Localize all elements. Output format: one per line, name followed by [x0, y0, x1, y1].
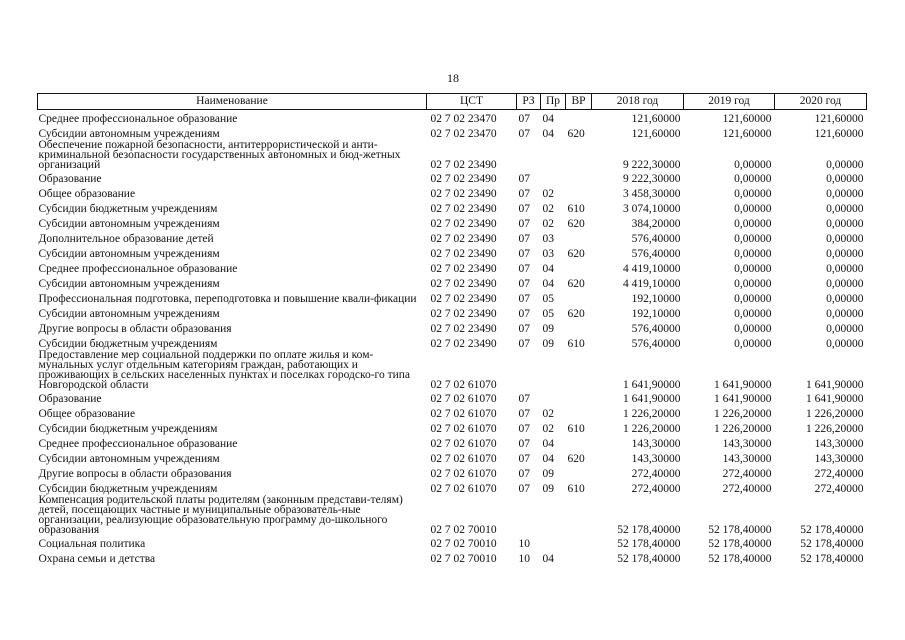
row-name: Другие вопросы в области образования: [38, 322, 232, 335]
table-row: [38, 290, 867, 305]
row-amount-2019: 0,00000: [734, 202, 772, 215]
row-amount-2018: 143,30000: [631, 452, 681, 465]
row-vr: [566, 170, 592, 185]
row-amount-2020: 121,60000: [814, 127, 864, 140]
row-amount-2019: 0,00000: [734, 158, 772, 171]
row-name: Охрана семьи и детства: [38, 552, 156, 565]
table-row: [38, 125, 867, 140]
row-rz: 07: [518, 307, 530, 320]
row-name: Предоставление мер социальной поддержки по оплате жилья и ком-мунальных услуг отдельным категориям граждан, работающих и проживающих в сельских населенных пунктах и поселках городско-го типа Новгородской области: [38, 348, 411, 391]
row-vr: 620: [567, 217, 585, 230]
row-amount-2018: 1 226,20000: [623, 407, 681, 420]
row-pr: 03: [542, 232, 554, 245]
header-2018: 2018 год: [592, 94, 684, 110]
row-name: Субсидии автономным учреждениям: [38, 127, 220, 140]
row-amount-2019: 0,00000: [734, 322, 772, 335]
row-rz: [517, 350, 541, 390]
row-name: Субсидии бюджетным учреждениям: [38, 422, 218, 435]
row-amount-2018: 52 178,40000: [617, 537, 681, 550]
row-vr: [566, 290, 592, 305]
row-rz: 07: [518, 452, 530, 465]
row-code: 02 7 02 23470: [430, 127, 497, 140]
row-amount-2020: 52 178,40000: [800, 523, 864, 536]
row-pr: [541, 350, 566, 390]
row-code: 02 7 02 23490: [430, 322, 497, 335]
row-vr: [566, 110, 592, 125]
row-name: Компенсация родительской платы родителям (законным представи-телям) детей, посещающих частные и муниципальные образователь-ные организации, реализующие образовательную программу до-школьного образования: [38, 493, 403, 536]
row-vr: [566, 465, 592, 480]
row-rz: 07: [518, 422, 530, 435]
row-pr: 02: [542, 217, 554, 230]
row-amount-2020: 52 178,40000: [800, 537, 864, 550]
row-name: Общее образование: [38, 407, 136, 420]
table-row: [38, 230, 867, 245]
header-2020: 2020 год: [775, 94, 867, 110]
row-amount-2018: 272,40000: [631, 482, 681, 495]
table-row: [38, 320, 867, 335]
row-amount-2020: 143,30000: [814, 452, 864, 465]
row-amount-2019: 121,60000: [722, 127, 772, 140]
row-amount-2019: 52 178,40000: [708, 552, 772, 565]
row-amount-2018: 192,10000: [631, 307, 681, 320]
row-amount-2018: 192,10000: [631, 292, 681, 305]
table-row: [38, 495, 867, 535]
row-name: Среднее профессиональное образование: [38, 262, 238, 275]
row-name: Субсидии автономным учреждениям: [38, 452, 220, 465]
table-row: [38, 275, 867, 290]
row-name: Дополнительное образование детей: [38, 232, 214, 245]
row-amount-2018: 4 419,10000: [623, 262, 681, 275]
row-amount-2018: 576,40000: [631, 247, 681, 260]
row-vr: 620: [567, 127, 585, 140]
table-row: [38, 170, 867, 185]
row-rz: [517, 140, 541, 170]
table-row: [38, 335, 867, 350]
row-amount-2020: 0,00000: [826, 247, 864, 260]
row-pr: 02: [542, 422, 554, 435]
row-name: Субсидии бюджетным учреждениям: [38, 337, 218, 350]
row-vr: [566, 140, 592, 170]
row-code: 02 7 02 23490: [430, 217, 497, 230]
row-amount-2020: 0,00000: [826, 187, 864, 200]
row-amount-2019: 0,00000: [734, 172, 772, 185]
row-rz: 07: [518, 247, 530, 260]
row-amount-2018: 143,30000: [631, 437, 681, 450]
row-amount-2019: 0,00000: [734, 217, 772, 230]
row-code: 02 7 02 23490: [430, 307, 497, 320]
row-pr: [541, 140, 566, 170]
budget-table: [37, 93, 867, 565]
row-pr: [541, 535, 566, 550]
row-amount-2019: 1 226,20000: [714, 407, 772, 420]
row-amount-2018: 576,40000: [631, 322, 681, 335]
row-amount-2019: 121,60000: [722, 112, 772, 125]
row-vr: 610: [567, 422, 585, 435]
row-vr: 620: [567, 307, 585, 320]
row-rz: 07: [518, 337, 530, 350]
header-code: ЦСТ: [427, 94, 517, 110]
row-amount-2019: 52 178,40000: [708, 523, 772, 536]
row-code: 02 7 02 23470: [430, 112, 497, 125]
row-rz: 07: [518, 467, 530, 480]
row-amount-2018: 121,60000: [631, 112, 681, 125]
row-amount-2020: 0,00000: [826, 277, 864, 290]
row-vr: [566, 260, 592, 275]
row-code: 02 7 02 61070: [430, 482, 497, 495]
row-rz: 10: [518, 537, 530, 550]
row-name: Субсидии бюджетным учреждениям: [38, 482, 218, 495]
row-code: 02 7 02 61070: [430, 378, 497, 391]
row-rz: 07: [518, 437, 530, 450]
row-pr: 09: [542, 482, 554, 495]
header-pr: Пр: [541, 94, 566, 110]
row-amount-2018: 52 178,40000: [617, 552, 681, 565]
row-amount-2019: 272,40000: [722, 467, 772, 480]
row-amount-2020: 0,00000: [826, 202, 864, 215]
row-rz: 07: [518, 392, 530, 405]
row-amount-2020: 272,40000: [814, 467, 864, 480]
row-vr: [566, 320, 592, 335]
table-row: [38, 185, 867, 200]
table-row: [38, 535, 867, 550]
row-vr: 610: [567, 202, 585, 215]
row-amount-2018: 4 419,10000: [623, 277, 681, 290]
row-amount-2018: 272,40000: [631, 467, 681, 480]
row-amount-2019: 0,00000: [734, 292, 772, 305]
row-code: 02 7 02 23490: [430, 292, 497, 305]
table-row: [38, 350, 867, 390]
row-amount-2019: 143,30000: [722, 452, 772, 465]
table-row: [38, 215, 867, 230]
row-vr: 620: [567, 277, 585, 290]
row-rz: 07: [518, 262, 530, 275]
row-vr: [566, 405, 592, 420]
row-code: 02 7 02 23490: [430, 187, 497, 200]
row-pr: 04: [542, 437, 554, 450]
row-amount-2020: 1 641,90000: [806, 392, 864, 405]
row-name: Субсидии автономным учреждениям: [38, 277, 220, 290]
row-vr: [566, 495, 592, 535]
row-vr: 620: [567, 247, 585, 260]
row-code: 02 7 02 23490: [430, 277, 497, 290]
row-pr: 04: [542, 127, 554, 140]
row-amount-2018: 9 222,30000: [623, 172, 681, 185]
row-amount-2019: 0,00000: [734, 277, 772, 290]
row-pr: 05: [542, 307, 554, 320]
row-pr: 04: [542, 452, 554, 465]
row-pr: [541, 390, 566, 405]
row-rz: 07: [518, 187, 530, 200]
row-code: 02 7 02 23490: [430, 172, 497, 185]
row-pr: 02: [542, 202, 554, 215]
row-code: 02 7 02 61070: [430, 392, 497, 405]
row-code: 02 7 02 23490: [430, 337, 497, 350]
row-amount-2018: 3 074,10000: [623, 202, 681, 215]
row-amount-2019: 0,00000: [734, 262, 772, 275]
row-code: 02 7 02 61070: [430, 407, 497, 420]
row-rz: 07: [518, 172, 530, 185]
row-amount-2018: 3 458,30000: [623, 187, 681, 200]
table-row: [38, 420, 867, 435]
row-amount-2020: 0,00000: [826, 158, 864, 171]
row-amount-2020: 0,00000: [826, 322, 864, 335]
row-rz: 07: [518, 112, 530, 125]
row-name: Социальная политика: [38, 537, 146, 550]
row-code: 02 7 02 61070: [430, 422, 497, 435]
row-amount-2019: 1 226,20000: [714, 422, 772, 435]
header-2019: 2019 год: [684, 94, 775, 110]
row-amount-2020: 0,00000: [826, 217, 864, 230]
row-name: Среднее профессиональное образование: [38, 437, 238, 450]
row-vr: [566, 435, 592, 450]
row-amount-2019: 1 641,90000: [714, 392, 772, 405]
header-name: Наименование: [38, 94, 427, 110]
row-amount-2018: 1 226,20000: [623, 422, 681, 435]
row-amount-2018: 384,20000: [631, 217, 681, 230]
row-pr: 05: [542, 292, 554, 305]
table-row: [38, 245, 867, 260]
table-row: [38, 390, 867, 405]
row-rz: 07: [518, 482, 530, 495]
row-pr: 09: [542, 337, 554, 350]
row-rz: 07: [518, 232, 530, 245]
row-rz: 07: [518, 217, 530, 230]
row-rz: 07: [518, 277, 530, 290]
row-amount-2020: 143,30000: [814, 437, 864, 450]
row-name: Другие вопросы в области образования: [38, 467, 232, 480]
row-amount-2019: 52 178,40000: [708, 537, 772, 550]
row-amount-2018: 121,60000: [631, 127, 681, 140]
table-row: [38, 260, 867, 275]
row-name: Среднее профессиональное образование: [38, 112, 238, 125]
row-code: 02 7 02 70010: [430, 552, 497, 565]
table-row: [38, 405, 867, 420]
row-name: Обеспечение пожарной безопасности, антитеррористической и анти-криминальной безопасности государственных автономных и бюд-жетных организаций: [38, 138, 401, 171]
row-name: Образование: [38, 172, 102, 185]
row-name: Субсидии бюджетным учреждениям: [38, 202, 218, 215]
row-amount-2018: 9 222,30000: [623, 158, 681, 171]
row-vr: [566, 185, 592, 200]
row-amount-2020: 0,00000: [826, 262, 864, 275]
row-code: 02 7 02 23490: [430, 158, 497, 171]
row-name: Профессиональная подготовка, переподготовка и повышение квали-фикации: [38, 292, 417, 305]
row-rz: 07: [518, 202, 530, 215]
row-pr: 09: [542, 467, 554, 480]
row-pr: 02: [542, 187, 554, 200]
row-amount-2019: 1 641,90000: [714, 378, 772, 391]
row-rz: 07: [518, 407, 530, 420]
row-rz: 07: [518, 127, 530, 140]
row-vr: 620: [567, 452, 585, 465]
row-code: 02 7 02 70010: [430, 537, 497, 550]
row-amount-2020: 0,00000: [826, 292, 864, 305]
row-rz: [517, 495, 541, 535]
row-amount-2019: 0,00000: [734, 187, 772, 200]
row-vr: [566, 535, 592, 550]
table-row: [38, 200, 867, 215]
row-pr: [541, 170, 566, 185]
row-amount-2019: 0,00000: [734, 232, 772, 245]
row-code: 02 7 02 23490: [430, 247, 497, 260]
row-code: 02 7 02 23490: [430, 202, 497, 215]
table-row: [38, 435, 867, 450]
row-amount-2019: 0,00000: [734, 307, 772, 320]
row-pr: 04: [542, 552, 554, 565]
row-name: Образование: [38, 392, 102, 405]
header-rz: РЗ: [517, 94, 541, 110]
row-pr: 03: [542, 247, 554, 260]
header-vr: ВР: [566, 94, 592, 110]
row-pr: 04: [542, 262, 554, 275]
row-amount-2019: 0,00000: [734, 247, 772, 260]
row-amount-2020: 1 226,20000: [806, 422, 864, 435]
row-vr: 610: [567, 482, 585, 495]
table-row: [38, 110, 867, 125]
row-amount-2019: 0,00000: [734, 337, 772, 350]
table-body: [38, 110, 867, 565]
row-code: 02 7 02 23490: [430, 262, 497, 275]
table-row: [38, 550, 867, 565]
row-pr: 09: [542, 322, 554, 335]
row-amount-2018: 576,40000: [631, 337, 681, 350]
row-rz: 07: [518, 322, 530, 335]
row-amount-2020: 0,00000: [826, 232, 864, 245]
row-pr: 04: [542, 112, 554, 125]
row-code: 02 7 02 23490: [430, 232, 497, 245]
row-amount-2020: 121,60000: [814, 112, 864, 125]
row-amount-2018: 52 178,40000: [617, 523, 681, 536]
table-row: [38, 465, 867, 480]
table-row: [38, 480, 867, 495]
row-pr: [541, 495, 566, 535]
row-rz: 10: [518, 552, 530, 565]
row-vr: 610: [567, 337, 585, 350]
row-pr: 04: [542, 277, 554, 290]
row-code: 02 7 02 61070: [430, 467, 497, 480]
row-code: 02 7 02 61070: [430, 437, 497, 450]
row-name: Субсидии автономным учреждениям: [38, 247, 220, 260]
row-pr: 02: [542, 407, 554, 420]
page-number: 18: [447, 71, 459, 85]
row-vr: [566, 350, 592, 390]
row-amount-2020: 272,40000: [814, 482, 864, 495]
row-vr: [566, 550, 592, 565]
row-amount-2019: 143,30000: [722, 437, 772, 450]
row-amount-2020: 1 226,20000: [806, 407, 864, 420]
table-header-row: [38, 94, 867, 110]
row-amount-2020: 52 178,40000: [800, 552, 864, 565]
row-rz: 07: [518, 292, 530, 305]
table-row: [38, 450, 867, 465]
row-vr: [566, 390, 592, 405]
row-name: Субсидии автономным учреждениям: [38, 307, 220, 320]
row-amount-2019: 272,40000: [722, 482, 772, 495]
row-name: Субсидии автономным учреждениям: [38, 217, 220, 230]
row-name: Общее образование: [38, 187, 136, 200]
table-row: [38, 305, 867, 320]
row-amount-2018: 1 641,90000: [623, 378, 681, 391]
row-code: 02 7 02 61070: [430, 452, 497, 465]
row-amount-2018: 1 641,90000: [623, 392, 681, 405]
row-amount-2020: 0,00000: [826, 172, 864, 185]
table-row: [38, 140, 867, 170]
row-vr: [566, 230, 592, 245]
row-amount-2020: 0,00000: [826, 307, 864, 320]
row-amount-2020: 0,00000: [826, 337, 864, 350]
row-amount-2020: 1 641,90000: [806, 378, 864, 391]
row-amount-2018: 576,40000: [631, 232, 681, 245]
row-code: 02 7 02 70010: [430, 523, 497, 536]
